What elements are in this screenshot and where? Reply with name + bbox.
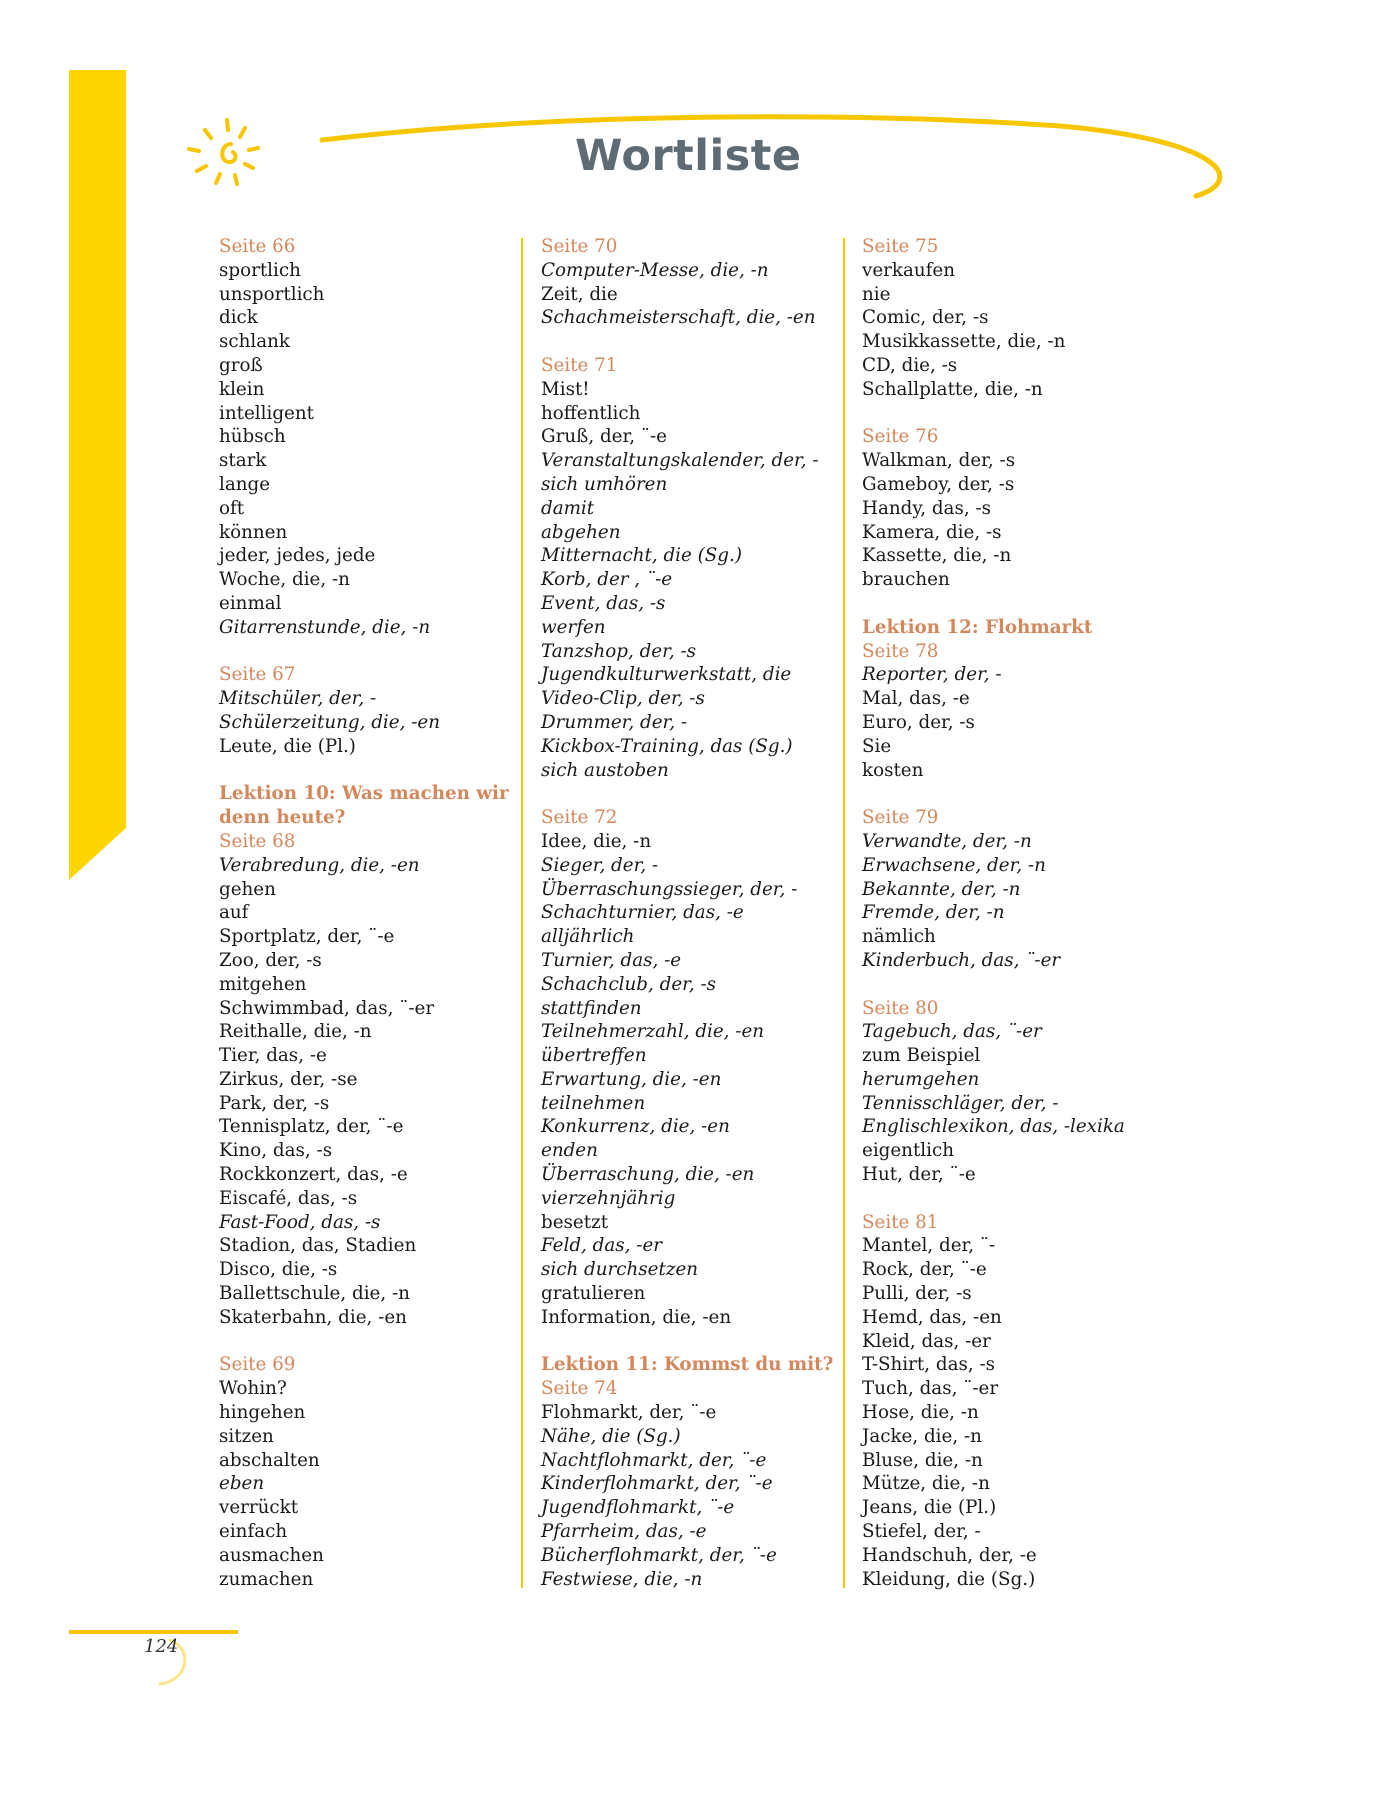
vocab-entry: Nachtflohmarkt, der, ¨-e xyxy=(541,1449,767,1471)
vocab-entry: Stadion, das, Stadien xyxy=(219,1235,417,1257)
vocab-entry: Kickbox-Training, das (Sg.) xyxy=(541,735,793,757)
vocab-entry: Bluse, die, -n xyxy=(862,1449,983,1471)
vocab-entry: Zirkus, der, -se xyxy=(219,1068,358,1090)
vocab-entry: herumgehen xyxy=(862,1068,980,1090)
page-heading: Seite 67 xyxy=(219,664,296,686)
page-heading: Seite 69 xyxy=(219,1354,296,1376)
vocab-entry: Hut, der, ¨-e xyxy=(862,1164,976,1186)
vocab-entry: Mantel, der, ¨- xyxy=(862,1235,996,1257)
vocab-entry: dick xyxy=(219,307,258,329)
vocab-entry: Mitschüler, der, - xyxy=(219,688,377,710)
vocab-entry: Englischlexikon, das, -lexika xyxy=(862,1116,1125,1138)
vocab-entry: eben xyxy=(219,1473,265,1495)
spacer xyxy=(219,640,509,664)
vocab-entry: Tennisschläger, der, - xyxy=(862,1092,1059,1114)
vocab-entry: Computer-Messe, die, -n xyxy=(541,259,769,281)
vocab-entry: Schachmeisterschaft, die, -en xyxy=(541,307,816,329)
vocab-entry: hoffentlich xyxy=(541,402,641,424)
vocab-entry: mitgehen xyxy=(219,973,307,995)
vocab-entry: Park, der, -s xyxy=(219,1092,330,1114)
vocab-entry: Mitternacht, die (Sg.) xyxy=(541,545,742,567)
vocab-entry: Kleidung, die (Sg.) xyxy=(862,1568,1036,1590)
vocab-entry: Drummer, der, - xyxy=(541,711,688,733)
vocab-entry: Gameboy, der, -s xyxy=(862,473,1015,495)
vocab-entry: Mal, das, -e xyxy=(862,688,970,710)
vocab-entry: stark xyxy=(219,450,267,472)
vocab-entry: Information, die, -en xyxy=(541,1306,732,1328)
vocab-entry: jeder, jedes, jede xyxy=(219,545,376,567)
vocab-entry: Zoo, der, -s xyxy=(219,949,322,971)
vocab-entry: groß xyxy=(219,354,263,376)
vocab-entry: Bekannte, der, -n xyxy=(862,878,1021,900)
vocab-entry: Rock, der, ¨-e xyxy=(862,1259,987,1281)
vocab-entry: Schülerzeitung, die, -en xyxy=(219,711,440,733)
vocab-entry: brauchen xyxy=(862,569,950,591)
vocab-entry: Flohmarkt, der, ¨-e xyxy=(541,1402,717,1424)
word-column-3 xyxy=(862,235,1125,1591)
vocab-entry: abgehen xyxy=(541,521,621,543)
vocab-entry: Kinderflohmarkt, der, ¨-e xyxy=(541,1473,773,1495)
lesson-heading: Lektion 12: Flohmarkt xyxy=(862,616,1093,638)
vocab-entry: werfen xyxy=(541,616,606,638)
spacer xyxy=(541,782,833,806)
vocab-entry: Tanzshop, der, -s xyxy=(541,640,696,662)
vocab-entry: auf xyxy=(219,902,249,924)
page-heading: Seite 75 xyxy=(862,236,939,257)
vocab-entry: Rockkonzert, das, -e xyxy=(219,1164,408,1186)
vocab-entry: eigentlich xyxy=(862,1140,955,1162)
vocab-entry: sportlich xyxy=(219,259,301,281)
page-number: 124 xyxy=(144,1636,179,1657)
vocab-entry: CD, die, -s xyxy=(862,354,958,376)
vocab-entry: Bücherflohmarkt, der, ¨-e xyxy=(541,1544,777,1566)
vocab-entry: teilnehmen xyxy=(541,1092,646,1114)
vocab-entry: hübsch xyxy=(219,426,286,448)
vocab-entry: Kleid, das, -er xyxy=(862,1330,991,1352)
vocab-entry: Verabredung, die, -en xyxy=(219,854,420,876)
spacer xyxy=(219,759,509,783)
vocab-entry: Comic, der, -s xyxy=(862,307,989,329)
vocab-entry: Kassette, die, -n xyxy=(862,545,1012,567)
vocab-entry: Ballettschule, die, -n xyxy=(219,1283,410,1305)
vocab-entry: einmal xyxy=(219,592,282,614)
vocab-entry: Nähe, die (Sg.) xyxy=(541,1425,681,1447)
vocab-entry: Gruß, der, ¨-e xyxy=(541,426,667,448)
page-title: Wortliste xyxy=(575,131,802,181)
vocab-entry: schlank xyxy=(219,331,290,353)
vocab-entry: Leute, die (Pl.) xyxy=(219,735,356,757)
vocab-entry: Schachclub, der, -s xyxy=(541,973,717,995)
vocab-entry: Konkurrenz, die, -en xyxy=(541,1116,730,1138)
column-divider xyxy=(521,238,523,1588)
page-heading: Seite 79 xyxy=(862,807,939,829)
vocab-entry: nämlich xyxy=(862,926,936,948)
vocab-entry: Pulli, der, -s xyxy=(862,1283,972,1305)
word-column-1 xyxy=(219,235,509,1591)
page-heading: Seite 66 xyxy=(219,236,296,257)
vocab-entry: stattfinden xyxy=(541,997,642,1019)
vocab-entry: gratulieren xyxy=(541,1283,646,1305)
vocab-entry: gehen xyxy=(219,878,276,900)
vocab-entry: Überraschung, die, -en xyxy=(541,1164,755,1186)
vocab-entry: Stiefel, der, - xyxy=(862,1521,981,1543)
vocab-entry: sich austoben xyxy=(541,759,669,781)
vocab-entry: Jugendflohmarkt, ¨-e xyxy=(541,1497,735,1519)
vocab-entry: alljährlich xyxy=(541,926,635,948)
vocab-entry: Handy, das, -s xyxy=(862,497,992,519)
vocab-entry: Veranstaltungskalender, der, - xyxy=(541,450,819,472)
vocab-entry: Hose, die, -n xyxy=(862,1402,979,1424)
vocab-entry: klein xyxy=(219,378,265,400)
vocab-entry: Sieger, der, - xyxy=(541,854,659,876)
vocab-entry: lange xyxy=(219,473,271,495)
vocab-entry: Erwartung, die, -en xyxy=(541,1068,722,1090)
lesson-heading: Lektion 10: Was machen wir xyxy=(219,783,509,805)
vocab-entry: Mist! xyxy=(541,378,590,400)
vocab-entry: Event, das, -s xyxy=(541,592,666,614)
page-heading: Seite 80 xyxy=(862,997,939,1019)
vocab-entry: Fast-Food, das, -s xyxy=(219,1211,381,1233)
vocab-entry: kosten xyxy=(862,759,924,781)
vocab-entry: Reporter, der, - xyxy=(862,664,1002,686)
vocab-entry: vierzehnjährig xyxy=(541,1187,676,1209)
page-heading: Seite 72 xyxy=(541,807,618,829)
spacer xyxy=(541,330,833,354)
vocab-entry: Tuch, das, ¨-er xyxy=(862,1378,999,1400)
vocab-entry: zum Beispiel xyxy=(862,1045,981,1067)
column-divider xyxy=(843,238,845,1588)
vocab-entry: Woche, die, -n xyxy=(219,569,350,591)
vocab-entry: Kinderbuch, das, ¨-er xyxy=(862,949,1061,971)
vocab-entry: oft xyxy=(219,497,245,519)
vocab-entry: besetzt xyxy=(541,1211,609,1233)
vocab-entry: Handschuh, der, -e xyxy=(862,1544,1037,1566)
vocab-entry: Tagebuch, das, ¨-er xyxy=(862,1021,1042,1043)
page-heading: Seite 74 xyxy=(541,1378,618,1400)
vocab-entry: Jeans, die (Pl.) xyxy=(862,1497,997,1519)
vocab-entry: Video-Clip, der, -s xyxy=(541,688,705,710)
lesson-heading: Lektion 11: Kommst du mit? xyxy=(541,1354,834,1376)
vocab-entry: Überraschungssieger, der, - xyxy=(541,878,798,900)
vocab-entry: Erwachsene, der, -n xyxy=(862,854,1046,876)
word-column-2 xyxy=(541,235,833,1591)
page-heading: Seite 71 xyxy=(541,354,618,376)
page-heading: Seite 68 xyxy=(219,830,296,852)
vocab-entry: Tier, das, -e xyxy=(219,1045,327,1067)
vocab-entry: enden xyxy=(541,1140,598,1162)
vocab-entry: Musikkassette, die, -n xyxy=(862,331,1066,353)
lesson-heading: denn heute? xyxy=(219,807,346,829)
vocab-entry: unsportlich xyxy=(219,283,325,305)
vocab-entry: Jacke, die, -n xyxy=(862,1425,982,1447)
vocab-entry: Zeit, die xyxy=(541,283,618,305)
vocab-entry: Skaterbahn, die, -en xyxy=(219,1306,407,1328)
vocab-entry: damit xyxy=(541,497,595,519)
vocab-entry: Pfarrheim, das, -e xyxy=(541,1521,707,1543)
vocab-entry: Eiscafé, das, -s xyxy=(219,1187,358,1209)
vocab-entry: Schachturnier, das, -e xyxy=(541,902,744,924)
vocab-entry: verrückt xyxy=(219,1497,299,1519)
vocab-entry: Feld, das, -er xyxy=(541,1235,663,1257)
vocab-entry: Sie xyxy=(862,735,892,757)
vocab-entry: Sportplatz, der, ¨-e xyxy=(219,926,395,948)
vocab-entry: nie xyxy=(862,283,891,305)
vocab-entry: sich umhören xyxy=(541,473,668,495)
vocab-entry: Schwimmbad, das, ¨-er xyxy=(219,997,435,1019)
spacer xyxy=(541,1330,833,1354)
vocab-entry: sitzen xyxy=(219,1425,274,1447)
vocab-entry: Disco, die, -s xyxy=(219,1259,338,1281)
vocab-entry: einfach xyxy=(219,1521,288,1543)
vocab-entry: Euro, der, -s xyxy=(862,711,975,733)
vocab-entry: verkaufen xyxy=(862,259,955,281)
vocab-entry: Gitarrenstunde, die, -n xyxy=(219,616,431,638)
page-heading: Seite 76 xyxy=(862,426,939,448)
vocab-entry: T-Shirt, das, -s xyxy=(862,1354,996,1376)
vocab-entry: Korb, der , ¨-e xyxy=(541,569,673,591)
vocab-entry: zumachen xyxy=(219,1568,314,1590)
spacer xyxy=(219,1330,509,1354)
vocab-entry: Verwandte, der, -n xyxy=(862,830,1032,852)
spacer xyxy=(862,782,1125,806)
vocab-entry: Walkman, der, -s xyxy=(862,450,1016,472)
vocab-entry: hingehen xyxy=(219,1402,306,1424)
vocab-entry: Turnier, das, -e xyxy=(541,949,682,971)
vocab-entry: Festwiese, die, -n xyxy=(541,1568,703,1590)
page-heading: Seite 81 xyxy=(862,1211,939,1233)
vocab-entry: intelligent xyxy=(219,402,314,424)
vocab-entry: Idee, die, -n xyxy=(541,830,652,852)
vocab-entry: Kamera, die, -s xyxy=(862,521,1002,543)
spacer xyxy=(862,402,1125,426)
spacer xyxy=(862,973,1125,997)
vocab-entry: Reithalle, die, -n xyxy=(219,1021,372,1043)
vocab-entry: Mütze, die, -n xyxy=(862,1473,990,1495)
page-heading: Seite 78 xyxy=(862,640,939,662)
vocab-entry: abschalten xyxy=(219,1449,320,1471)
vocab-entry: Hemd, das, -en xyxy=(862,1306,1002,1328)
vocab-entry: Teilnehmerzahl, die, -en xyxy=(541,1021,765,1043)
vocab-entry: Wohin? xyxy=(219,1378,287,1400)
vocab-entry: Kino, das, -s xyxy=(219,1140,333,1162)
sun-icon xyxy=(183,118,273,198)
vocab-entry: können xyxy=(219,521,288,543)
vocab-entry: übertreffen xyxy=(541,1045,647,1067)
vocab-entry: sich durchsetzen xyxy=(541,1259,699,1281)
vocab-entry: Tennisplatz, der, ¨-e xyxy=(219,1116,404,1138)
vocab-entry: Schallplatte, die, -n xyxy=(862,378,1043,400)
vocab-entry: ausmachen xyxy=(219,1544,324,1566)
vocab-entry: Jugendkulturwerkstatt, die xyxy=(541,664,792,686)
page-heading: Seite 70 xyxy=(541,236,618,257)
vocab-entry: Fremde, der, -n xyxy=(862,902,1005,924)
spacer xyxy=(862,1187,1125,1211)
spacer xyxy=(862,592,1125,616)
